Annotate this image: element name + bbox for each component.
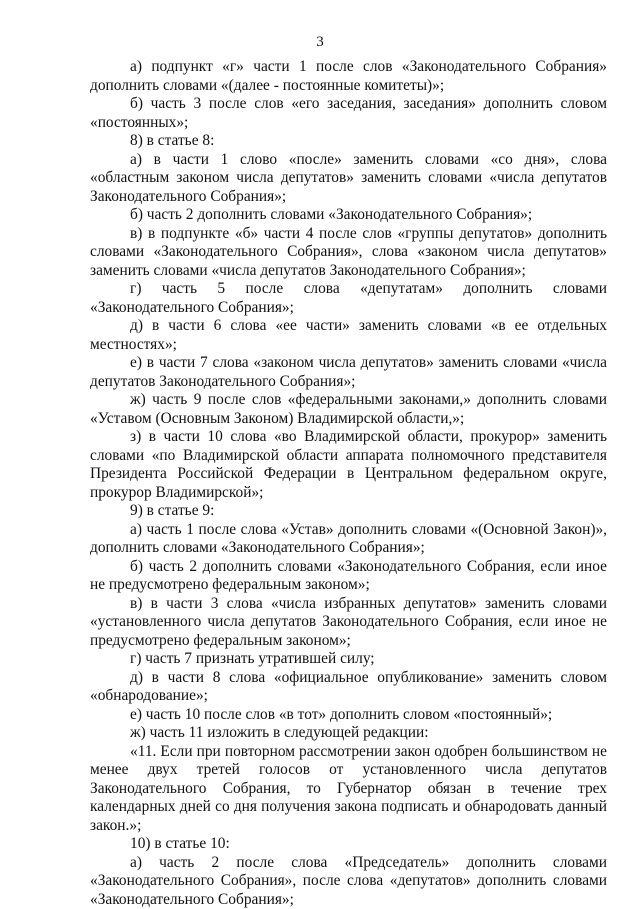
paragraph: б) часть 2 дополнить словами «Законодательного Собрания»;: [90, 206, 607, 225]
paragraph: а) в части 1 слово «после» заменить словами «со дня», слова «областным законом числа депутатов» заменить словами «числа депутатов Законодательного Собрания»;: [90, 151, 607, 207]
paragraph: 10) в статье 10:: [90, 835, 607, 854]
paragraph: г) часть 7 признать утратившей силу;: [90, 650, 607, 669]
paragraph: д) в части 6 слова «ее части» заменить словами «в ее отдельных местностях»;: [90, 317, 607, 354]
paragraph: а) подпункт «г» части 1 после слов «Законодательного Собрания» дополнить словами «(далее - постоянные комитеты)»;: [90, 58, 607, 95]
paragraph: г) часть 5 после слова «депутатам» дополнить словами «Законодательного Собрания»;: [90, 280, 607, 317]
paragraph: з) в части 10 слова «во Владимирской области, прокурор» заменить словами «по Владимирской области аппарата полномочного представителя Президента Российской Федерации в Центральном федеральном округе, прокурор Владимирской»;: [90, 428, 607, 502]
paragraph: ж) часть 9 после слов «федеральными законами,» дополнить словами «Уставом (Основным Законом) Владимирской области,»;: [90, 391, 607, 428]
page-number: 3: [0, 34, 640, 51]
paragraph: б) часть 2 дополнить словами «Законодательного Собрания, если иное не предусмотрено федеральным законом»;: [90, 558, 607, 595]
paragraph: б) часть 3 после слов «его заседания, заседания» дополнить словом «постоянных»;: [90, 95, 607, 132]
paragraph: е) часть 10 после слов «в тот» дополнить словом «постоянный»;: [90, 706, 607, 725]
paragraph: ж) часть 11 изложить в следующей редакции:: [90, 724, 607, 743]
paragraph: в) в подпункте «б» части 4 после слов «группы депутатов» дополнить словами «Законодательного Собрания», слова «законом числа депутатов» заменить словами «числа депутатов Законодательного Собрания»;: [90, 225, 607, 281]
paragraph: в) в части 3 слова «числа избранных депутатов» заменить словами «установленного числа депутатов Законодательного Собрания, если иное не предусмотрено федеральным законом»;: [90, 595, 607, 651]
paragraph: 9) в статье 9:: [90, 502, 607, 521]
document-body: [90, 58, 607, 909]
paragraph: а) часть 1 после слова «Устав» дополнить словами «(Основной Закон)», дополнить словами «Законодательного Собрания»;: [90, 521, 607, 558]
paragraph: д) в части 8 слова «официальное опубликование» заменить словом «обнародование»;: [90, 669, 607, 706]
paragraph: а) часть 2 после слова «Председатель» дополнить словами «Законодательного Собрания», после слова «депутатов» дополнить словами «Законодательного Собрания»;: [90, 854, 607, 909]
paragraph: е) в части 7 слова «законом числа депутатов» заменить словами «числа депутатов Законодательного Собрания»;: [90, 354, 607, 391]
paragraph: «11. Если при повторном рассмотрении закон одобрен большинством не менее двух третей голосов от установленного числа депутатов Законодательного Собрания, то Губернатор обязан в течение трех календарных дней со дня получения закона подписать и обнародовать данный закон.»;: [90, 743, 607, 836]
paragraph: 8) в статье 8:: [90, 132, 607, 151]
